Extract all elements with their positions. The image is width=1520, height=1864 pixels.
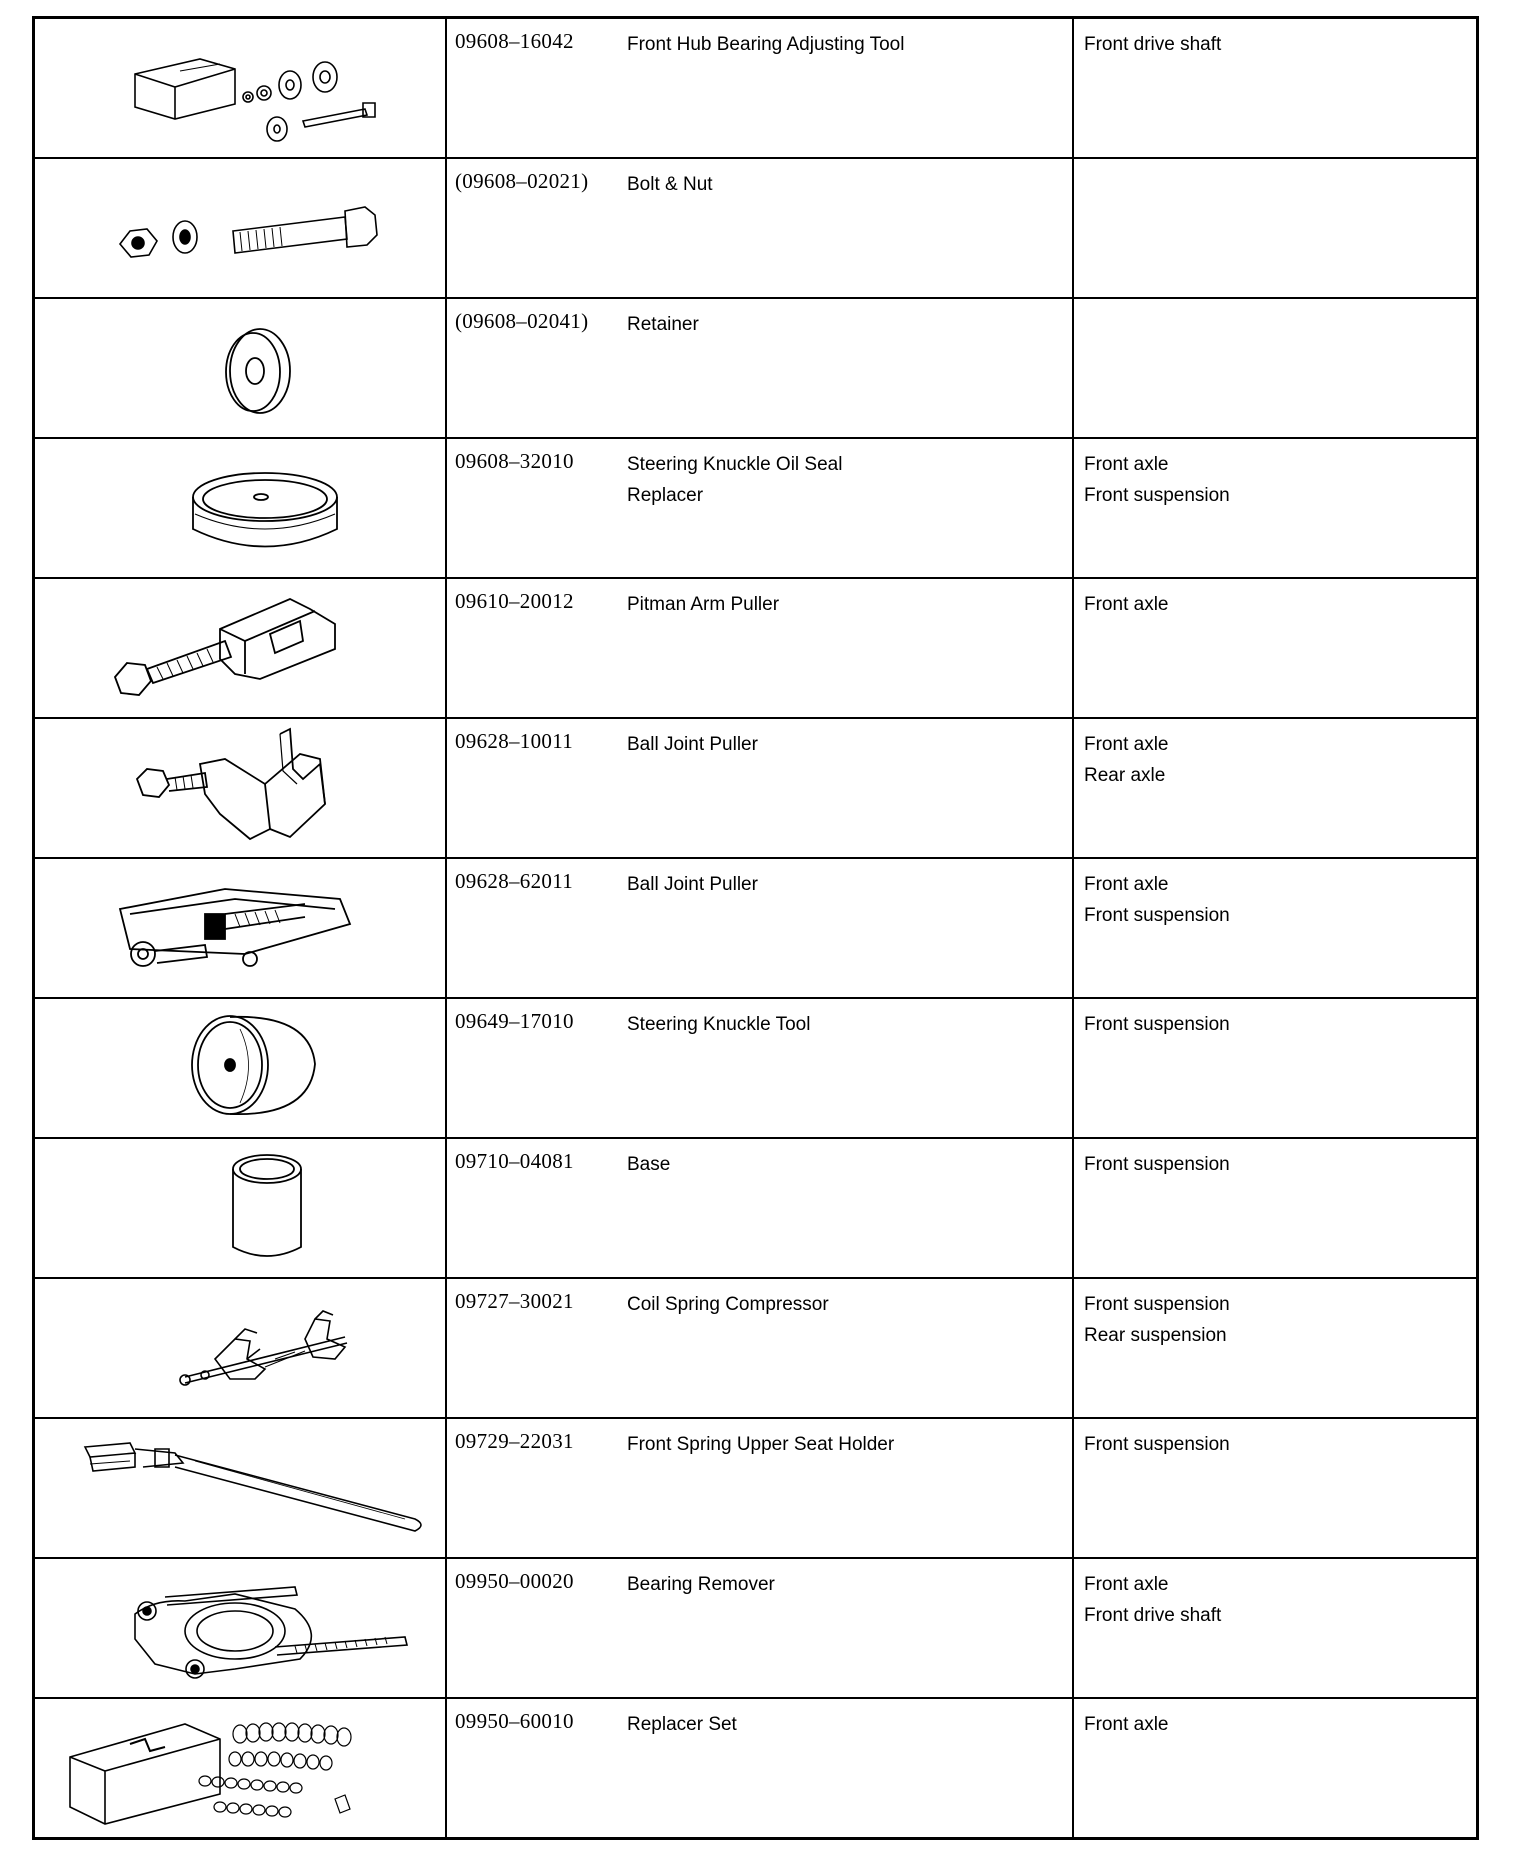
part-number: 09950–60010 <box>455 1709 574 1733</box>
application-cell <box>1073 1698 1478 1839</box>
application-line: Front drive shaft <box>1084 1605 1222 1626</box>
table-row <box>34 718 1478 858</box>
table-row <box>34 1418 1478 1558</box>
illustration-cell <box>34 158 447 298</box>
application-cell <box>1073 1418 1478 1558</box>
application-line: Rear suspension <box>1084 1325 1227 1346</box>
part-info-cell <box>446 1558 1073 1698</box>
illustration-cell <box>34 1418 447 1558</box>
description-line: Base <box>627 1154 671 1175</box>
part-info-cell <box>446 158 1073 298</box>
illustration-cell <box>34 18 447 159</box>
application-list <box>1084 1569 1221 1631</box>
illustration-cell <box>34 1278 447 1418</box>
part-description <box>627 1569 1067 1600</box>
application-line: Front axle <box>1084 1714 1169 1735</box>
part-number: 09608–16042 <box>455 29 574 53</box>
description-line: Bearing Remover <box>627 1574 775 1595</box>
description-line: Front Spring Upper Seat Holder <box>627 1434 895 1455</box>
part-description <box>627 1709 1067 1740</box>
description-line: Coil Spring Compressor <box>627 1294 829 1315</box>
illustration-cell <box>34 718 447 858</box>
description-line: Bolt & Nut <box>627 174 713 195</box>
part-number: 09649–17010 <box>455 1009 574 1033</box>
table-row <box>34 18 1478 159</box>
application-line: Front suspension <box>1084 1294 1230 1315</box>
part-description <box>627 169 1067 200</box>
application-cell <box>1073 578 1478 718</box>
part-description <box>627 1009 1067 1040</box>
part-number: (09608–02041) <box>455 309 589 333</box>
description-line: Ball Joint Puller <box>627 874 758 895</box>
application-line: Front suspension <box>1084 1014 1230 1035</box>
application-line: Front axle <box>1084 1574 1169 1595</box>
application-cell <box>1073 298 1478 438</box>
table-row <box>34 298 1478 438</box>
part-info-cell <box>446 298 1073 438</box>
part-info-cell <box>446 718 1073 858</box>
part-description <box>627 29 1067 60</box>
application-line: Front suspension <box>1084 1154 1230 1175</box>
application-list <box>1084 29 1221 60</box>
application-cell <box>1073 18 1478 159</box>
part-info-cell <box>446 1278 1073 1418</box>
part-description <box>627 589 1067 620</box>
application-list <box>1084 1709 1168 1740</box>
part-number: 09727–30021 <box>455 1289 574 1313</box>
part-info-cell <box>446 1418 1073 1558</box>
illustration-cell <box>34 1558 447 1698</box>
retainer-illustration <box>35 299 445 437</box>
table-row <box>34 1138 1478 1278</box>
coil-spring-compressor-illustration <box>35 1279 445 1417</box>
part-description <box>627 1149 1067 1180</box>
application-line: Front axle <box>1084 594 1169 615</box>
part-info-cell <box>446 1138 1073 1278</box>
part-description <box>627 449 1067 511</box>
description-line: Retainer <box>627 314 699 335</box>
hub-bearing-tool-illustration <box>35 19 445 157</box>
description-line: Steering Knuckle Tool <box>627 1014 811 1035</box>
bearing-remover-illustration <box>35 1559 445 1697</box>
application-cell <box>1073 1278 1478 1418</box>
spring-seat-holder-illustration <box>35 1419 445 1557</box>
table-row <box>34 438 1478 578</box>
application-line: Front drive shaft <box>1084 34 1222 55</box>
description-line: Ball Joint Puller <box>627 734 758 755</box>
part-description <box>627 869 1067 900</box>
part-info-cell <box>446 1698 1073 1839</box>
table-row <box>34 1698 1478 1839</box>
application-list <box>1084 589 1168 620</box>
part-number: 09628–62011 <box>455 869 574 893</box>
application-list <box>1084 869 1230 931</box>
illustration-cell <box>34 1698 447 1839</box>
description-line: Replacer Set <box>627 1714 737 1735</box>
ball-joint-puller-illustration <box>35 719 445 857</box>
part-info-cell <box>446 998 1073 1138</box>
description-line: Front Hub Bearing Adjusting Tool <box>627 34 905 55</box>
application-cell <box>1073 158 1478 298</box>
part-description <box>627 1429 1067 1460</box>
illustration-cell <box>34 298 447 438</box>
part-number: 09608–32010 <box>455 449 574 473</box>
description-line: Steering Knuckle Oil Seal <box>627 454 843 475</box>
part-info-cell <box>446 858 1073 998</box>
application-line: Front axle <box>1084 734 1169 755</box>
oil-seal-replacer-illustration <box>35 439 445 577</box>
application-list <box>1084 1429 1230 1460</box>
pitman-arm-puller-illustration <box>35 579 445 717</box>
application-line: Front suspension <box>1084 1434 1230 1455</box>
application-cell <box>1073 1138 1478 1278</box>
part-number: 09710–04081 <box>455 1149 574 1173</box>
application-list <box>1084 1149 1230 1180</box>
part-info-cell <box>446 18 1073 159</box>
application-list <box>1084 449 1230 511</box>
description-line: Replacer <box>627 485 704 506</box>
illustration-cell <box>34 438 447 578</box>
application-line: Rear axle <box>1084 765 1166 786</box>
table-row <box>34 1558 1478 1698</box>
application-cell <box>1073 438 1478 578</box>
part-number: 09950–00020 <box>455 1569 574 1593</box>
part-description <box>627 309 1067 340</box>
illustration-cell <box>34 858 447 998</box>
steering-knuckle-tool-illustration <box>35 999 445 1137</box>
application-line: Front axle <box>1084 454 1169 475</box>
special-service-tools-table <box>32 16 1479 1840</box>
bolt-nut-illustration <box>35 159 445 297</box>
table-row <box>34 1278 1478 1418</box>
application-line: Front axle <box>1084 874 1169 895</box>
application-line: Front suspension <box>1084 905 1230 926</box>
application-line: Front suspension <box>1084 485 1230 506</box>
application-cell <box>1073 1558 1478 1698</box>
table-row <box>34 858 1478 998</box>
part-info-cell <box>446 578 1073 718</box>
part-description <box>627 1289 1067 1320</box>
table-row <box>34 998 1478 1138</box>
part-number: 09729–22031 <box>455 1429 574 1453</box>
part-description <box>627 729 1067 760</box>
base-illustration <box>35 1139 445 1277</box>
application-cell <box>1073 858 1478 998</box>
application-list <box>1084 729 1168 791</box>
illustration-cell <box>34 998 447 1138</box>
part-number: 09628–10011 <box>455 729 574 753</box>
replacer-set-illustration <box>35 1699 445 1837</box>
application-list <box>1084 1289 1230 1351</box>
application-cell <box>1073 998 1478 1138</box>
application-cell <box>1073 718 1478 858</box>
illustration-cell <box>34 1138 447 1278</box>
part-number: 09610–20012 <box>455 589 574 613</box>
part-number: (09608–02021) <box>455 169 589 193</box>
application-list <box>1084 1009 1230 1040</box>
description-line: Pitman Arm Puller <box>627 594 780 615</box>
table-row <box>34 578 1478 718</box>
ball-joint-puller-2-illustration <box>35 859 445 997</box>
table-row <box>34 158 1478 298</box>
illustration-cell <box>34 578 447 718</box>
part-info-cell <box>446 438 1073 578</box>
